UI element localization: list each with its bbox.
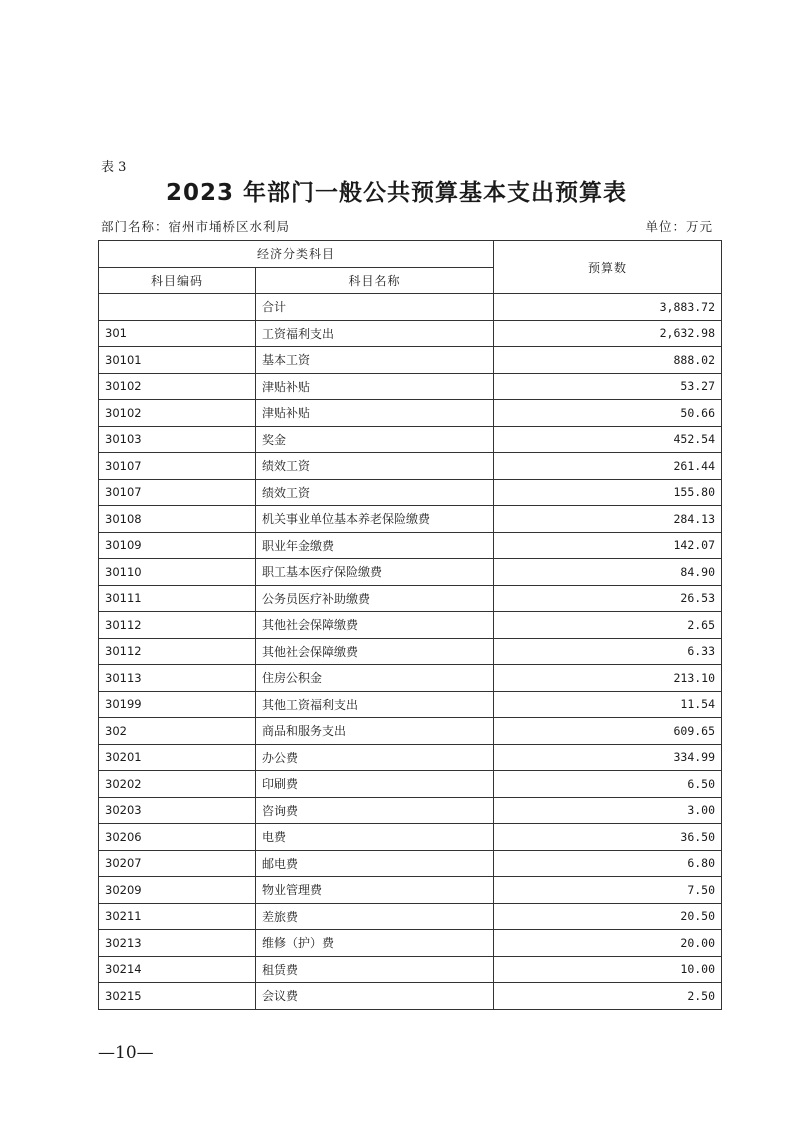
name-cell: 其他社会保障缴费 [256, 612, 494, 639]
code-cell: 30102 [99, 373, 256, 400]
amount-cell: 20.00 [494, 930, 722, 957]
code-cell: 30109 [99, 532, 256, 559]
code-cell: 30107 [99, 479, 256, 506]
code-cell: 30108 [99, 506, 256, 533]
name-cell: 职工基本医疗保险缴费 [256, 559, 494, 586]
code-cell: 30103 [99, 426, 256, 453]
table-row [99, 824, 722, 851]
table-row [99, 797, 722, 824]
code-cell: 30202 [99, 771, 256, 798]
name-cell: 其他工资福利支出 [256, 691, 494, 718]
table-row [99, 771, 722, 798]
table-row [99, 638, 722, 665]
code-cell: 30211 [99, 903, 256, 930]
name-cell: 合计 [256, 294, 494, 321]
amount-cell: 6.33 [494, 638, 722, 665]
code-cell: 30112 [99, 638, 256, 665]
page-number: —10— [98, 1043, 154, 1063]
amount-cell: 2.50 [494, 983, 722, 1010]
amount-cell: 3,883.72 [494, 294, 722, 321]
name-cell: 办公费 [256, 744, 494, 771]
name-cell: 绩效工资 [256, 479, 494, 506]
code-cell [99, 294, 256, 321]
amount-cell: 6.50 [494, 771, 722, 798]
code-cell: 30214 [99, 956, 256, 983]
code-cell: 30111 [99, 585, 256, 612]
table-row [99, 903, 722, 930]
table-row [99, 612, 722, 639]
amount-cell: 888.02 [494, 347, 722, 374]
name-cell: 其他社会保障缴费 [256, 638, 494, 665]
name-cell: 物业管理费 [256, 877, 494, 904]
code-cell: 30113 [99, 665, 256, 692]
table-row [99, 400, 722, 427]
code-cell: 302 [99, 718, 256, 745]
table-row [99, 983, 722, 1010]
table-row [99, 665, 722, 692]
name-cell: 工资福利支出 [256, 320, 494, 347]
table-row [99, 373, 722, 400]
name-cell: 津贴补贴 [256, 400, 494, 427]
code-cell: 30215 [99, 983, 256, 1010]
table-row [99, 718, 722, 745]
page-title: 2023 年部门一般公共预算基本支出预算表 [165, 180, 628, 206]
table-row [99, 532, 722, 559]
table-row [99, 956, 722, 983]
table-row [99, 320, 722, 347]
unit-label: 单位：万元 [645, 219, 713, 234]
name-cell: 会议费 [256, 983, 494, 1010]
amount-cell: 2,632.98 [494, 320, 722, 347]
header-economic-classification: 经济分类科目 [99, 241, 494, 268]
name-cell: 住房公积金 [256, 665, 494, 692]
name-cell: 奖金 [256, 426, 494, 453]
name-cell: 咨询费 [256, 797, 494, 824]
name-cell: 差旅费 [256, 903, 494, 930]
table-row [99, 744, 722, 771]
name-cell: 商品和服务支出 [256, 718, 494, 745]
table-row [99, 691, 722, 718]
amount-cell: 84.90 [494, 559, 722, 586]
code-cell: 30110 [99, 559, 256, 586]
name-cell: 邮电费 [256, 850, 494, 877]
name-cell: 职业年金缴费 [256, 532, 494, 559]
amount-cell: 50.66 [494, 400, 722, 427]
table-row [99, 347, 722, 374]
amount-cell: 26.53 [494, 585, 722, 612]
header-budget-amount: 预算数 [494, 241, 722, 294]
amount-cell: 3.00 [494, 797, 722, 824]
name-cell: 绩效工资 [256, 453, 494, 480]
amount-cell: 7.50 [494, 877, 722, 904]
name-cell: 公务员医疗补助缴费 [256, 585, 494, 612]
name-cell: 基本工资 [256, 347, 494, 374]
name-cell: 印刷费 [256, 771, 494, 798]
amount-cell: 11.54 [494, 691, 722, 718]
code-cell: 30206 [99, 824, 256, 851]
name-cell: 维修（护）费 [256, 930, 494, 957]
code-cell: 30199 [99, 691, 256, 718]
amount-cell: 284.13 [494, 506, 722, 533]
amount-cell: 6.80 [494, 850, 722, 877]
code-cell: 30102 [99, 400, 256, 427]
code-cell: 30101 [99, 347, 256, 374]
table-row [99, 506, 722, 533]
amount-cell: 213.10 [494, 665, 722, 692]
header-subject-name: 科目名称 [256, 267, 494, 294]
amount-cell: 261.44 [494, 453, 722, 480]
table-row [99, 559, 722, 586]
code-cell: 30203 [99, 797, 256, 824]
amount-cell: 609.65 [494, 718, 722, 745]
table-row [99, 585, 722, 612]
code-cell: 30213 [99, 930, 256, 957]
amount-cell: 53.27 [494, 373, 722, 400]
amount-cell: 10.00 [494, 956, 722, 983]
table-row [99, 453, 722, 480]
department-name: 部门名称：宿州市埇桥区水利局 [101, 219, 291, 234]
amount-cell: 334.99 [494, 744, 722, 771]
name-cell: 机关事业单位基本养老保险缴费 [256, 506, 494, 533]
table-row [99, 426, 722, 453]
amount-cell: 20.50 [494, 903, 722, 930]
name-cell: 电费 [256, 824, 494, 851]
table-label: 表 3 [101, 160, 127, 175]
code-cell: 30107 [99, 453, 256, 480]
code-cell: 30201 [99, 744, 256, 771]
table-row [99, 877, 722, 904]
amount-cell: 36.50 [494, 824, 722, 851]
code-cell: 301 [99, 320, 256, 347]
table-row [99, 294, 722, 321]
code-cell: 30207 [99, 850, 256, 877]
name-cell: 津贴补贴 [256, 373, 494, 400]
table-row [99, 930, 722, 957]
table-row [99, 850, 722, 877]
code-cell: 30209 [99, 877, 256, 904]
table-row [99, 479, 722, 506]
amount-cell: 2.65 [494, 612, 722, 639]
amount-cell: 452.54 [494, 426, 722, 453]
name-cell: 租赁费 [256, 956, 494, 983]
amount-cell: 142.07 [494, 532, 722, 559]
header-subject-code: 科目编码 [99, 267, 256, 294]
budget-table [98, 240, 722, 1010]
table-body [99, 294, 722, 1010]
code-cell: 30112 [99, 612, 256, 639]
amount-cell: 155.80 [494, 479, 722, 506]
